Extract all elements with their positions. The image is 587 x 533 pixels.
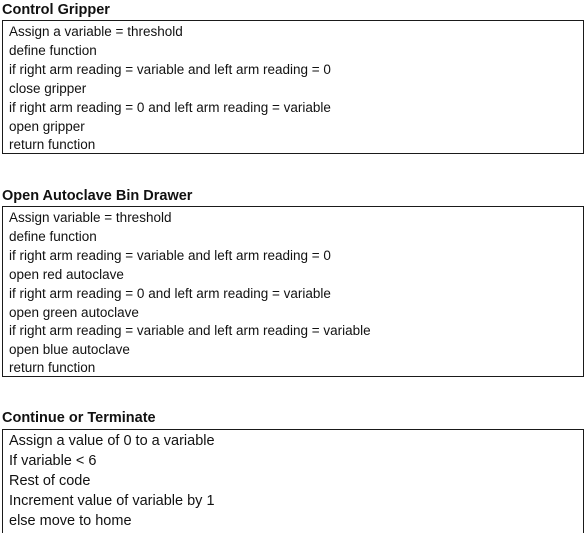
code-line: return function bbox=[9, 360, 96, 375]
code-line: open red autoclave bbox=[9, 267, 124, 282]
code-line: Assign variable = threshold bbox=[9, 210, 172, 225]
code-line: If variable < 6 bbox=[9, 453, 97, 469]
code-block-continue-or-terminate bbox=[2, 429, 584, 533]
code-line: open blue autoclave bbox=[9, 342, 130, 357]
code-line: if right arm reading = variable and left arm reading = variable bbox=[9, 323, 371, 338]
section-title-control-gripper: Control Gripper bbox=[2, 2, 110, 18]
code-line: if right arm reading = variable and left arm reading = 0 bbox=[9, 248, 331, 263]
code-block-open-autoclave-bin-drawer bbox=[2, 206, 584, 377]
code-line: if right arm reading = variable and left arm reading = 0 bbox=[9, 62, 331, 77]
code-line: Assign a value of 0 to a variable bbox=[9, 433, 215, 449]
code-line: else move to home bbox=[9, 513, 132, 529]
code-line: if right arm reading = 0 and left arm reading = variable bbox=[9, 100, 331, 115]
code-line: define function bbox=[9, 43, 97, 58]
code-line: define function bbox=[9, 229, 97, 244]
code-line: close gripper bbox=[9, 81, 87, 96]
code-line: open gripper bbox=[9, 119, 85, 134]
code-line: if right arm reading = 0 and left arm reading = variable bbox=[9, 286, 331, 301]
code-line: open green autoclave bbox=[9, 305, 139, 320]
code-block-control-gripper bbox=[2, 20, 584, 154]
code-line: Rest of code bbox=[9, 473, 91, 489]
code-line: Assign a variable = threshold bbox=[9, 24, 183, 39]
code-line: Increment value of variable by 1 bbox=[9, 493, 215, 509]
section-title-continue-or-terminate: Continue or Terminate bbox=[2, 410, 156, 426]
section-title-open-autoclave-bin-drawer: Open Autoclave Bin Drawer bbox=[2, 188, 193, 204]
code-line: return function bbox=[9, 137, 96, 152]
